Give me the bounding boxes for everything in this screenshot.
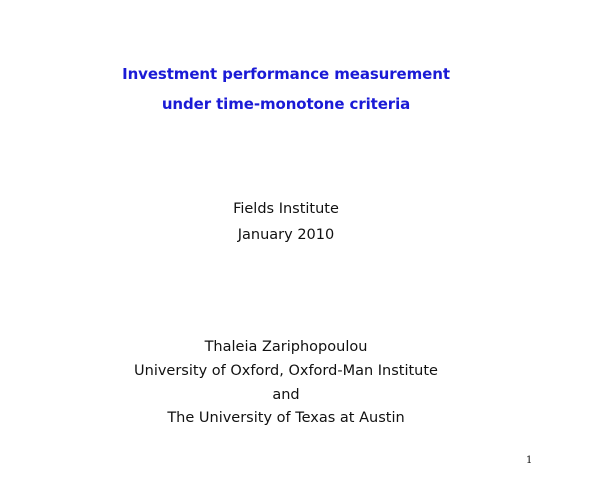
page-number: 1 [526, 455, 533, 466]
affiliation-line-3: The University of Texas at Austin [167, 410, 405, 426]
affiliation-line-2: and [272, 387, 300, 403]
date: January 2010 [237, 227, 335, 243]
title-line-1: Investment performance measurement [122, 65, 450, 83]
author-name: Thaleia Zariphopoulou [204, 339, 368, 355]
venue: Fields Institute [233, 201, 339, 217]
title-line-2: under time-monotone criteria [161, 95, 411, 113]
affiliation-line-1: University of Oxford, Oxford-Man Institute [134, 363, 438, 379]
